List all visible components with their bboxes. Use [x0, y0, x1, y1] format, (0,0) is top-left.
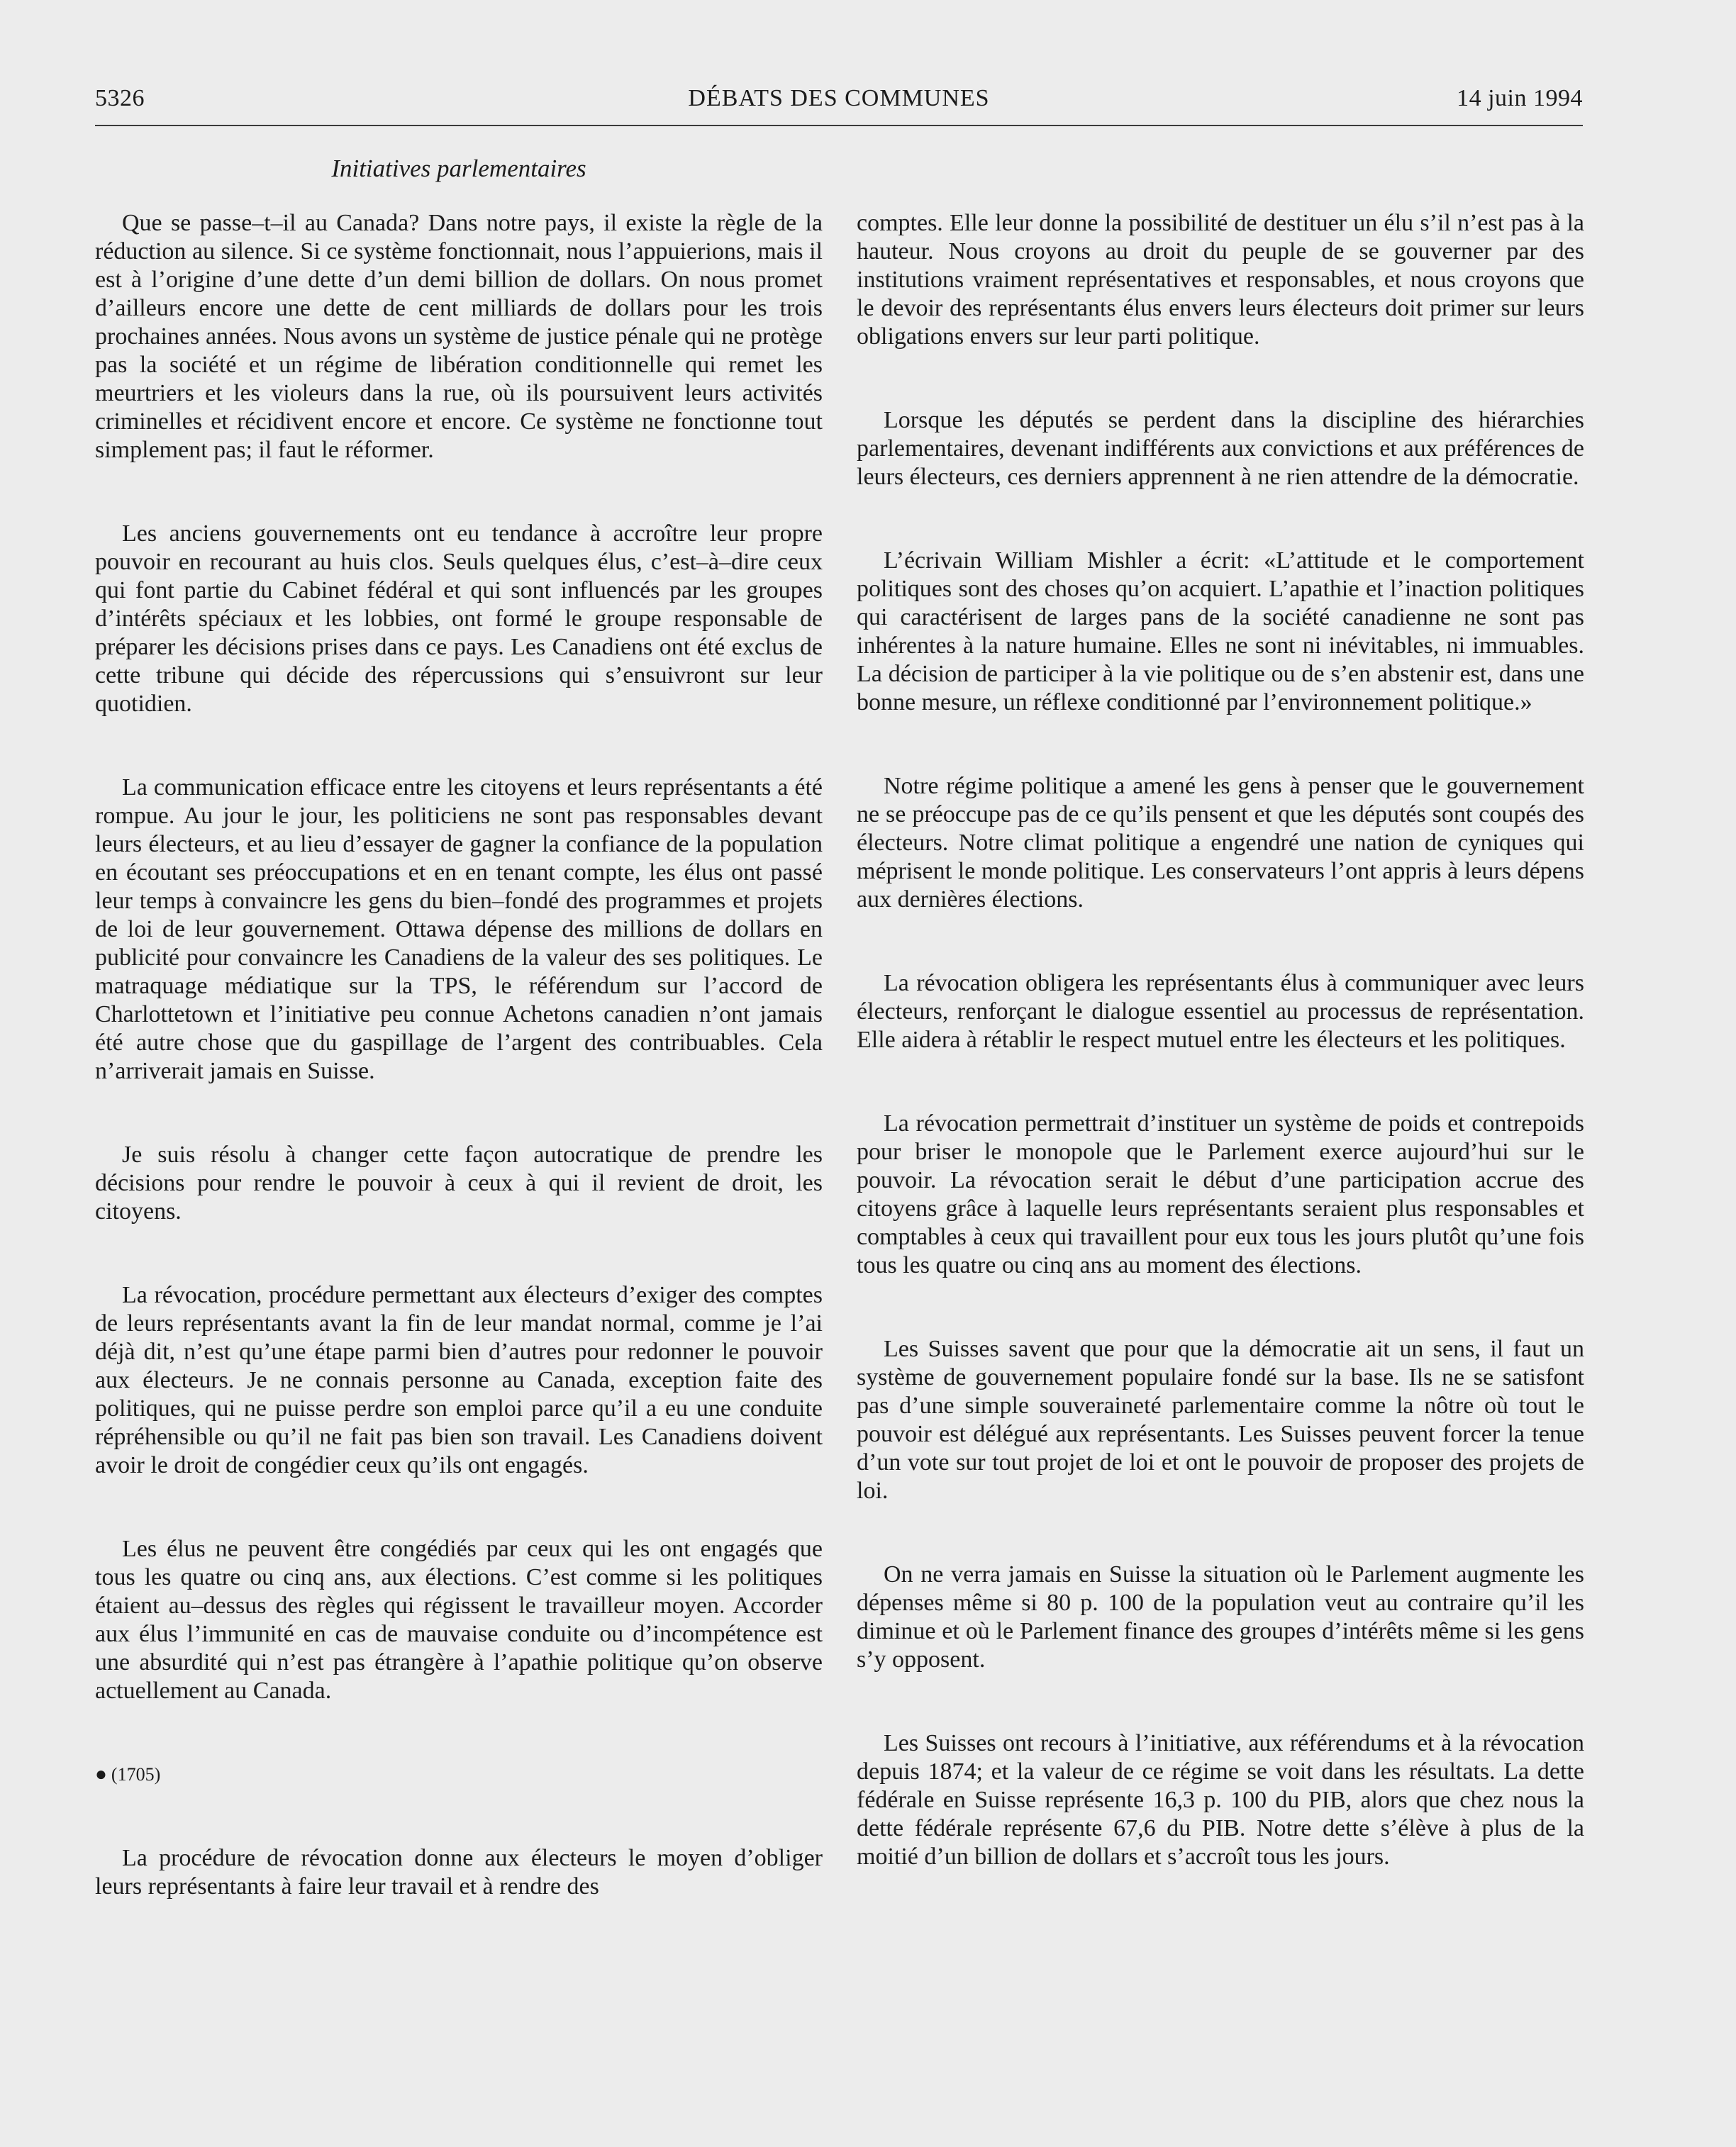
paragraph: Les élus ne peuvent être congédiés par ceux qui les ont engagés que tous les quatre ou cinq ans, aux élections. C’est comme si les politiques étaient au–dessus des règles qui régissent le travailleur moyen. Accorder aux élus l’immunité en cas de mauvaise conduite ou d’incompétence est une absurdité qui n’est pas étrangère à l’apathie politique qu’on observe actuellement au Canada. [95, 1536, 823, 1704]
paragraph: La révocation, procédure permettant aux électeurs d’exiger des comptes de leurs représentants avant la fin de leur mandat normal, comme je l’ai déjà dit, n’est qu’une étape parmi bien d’autres pour redonner le pouvoir aux électeurs. Je ne connais personne au Canada, exception faite des politiques, qui ne puisse perdre son emploi parce qu’il a eu une conduite répréhensible ou qu’il ne fait pas bien son travail. Les Canadiens doivent avoir le droit de congédier ceux qu’ils ont engagés. [95, 1282, 823, 1478]
paragraph: La révocation obligera les représentants élus à communiquer avec leurs électeurs, renforçant le dialogue essentiel au processus de représentation. Elle aidera à rétablir le respect mutuel entre les électeurs et les politiques. [857, 970, 1584, 1053]
paragraph: comptes. Elle leur donne la possibilité de destituer un élu s’il n’est pas à la hauteur. Nous croyons au droit du peuple de se gouverner par des institutions vraiment représentatives et responsables, et nous croyons que le devoir des représentants élus envers leurs électeurs doit primer sur leurs obligations envers sur leur parti politique. [857, 210, 1584, 350]
bullet-icon: ● [95, 1763, 107, 1785]
paragraph: La communication efficace entre les citoyens et leurs représentants a été rompue. Au jour le jour, les politiciens ne sont pas responsables devant leurs électeurs, et au lieu d’essayer de gagner la confiance de la population en écoutant ses préoccupations et en en tenant compte, les élus ont passé leur temps à convaincre les gens du bien–fondé des programmes et projets de loi de leur gouvernement. Ottawa dépense des millions de dollars en publicité pour convaincre les Canadiens de la valeur des ses politiques. Le matraquage médiatique sur la TPS, le référendum sur l’accord de Charlottetown et l’initiative peu connue Achetons canadien n’ont jamais été autre chose que du gaspillage de l’argent des contribuables. Cela n’arriverait jamais en Suisse. [95, 774, 823, 1084]
left-column [95, 209, 823, 2095]
paragraph: La révocation permettrait d’instituer un système de poids et contrepoids pour briser le monopole que le Parlement exerce aujourd’hui sur le pouvoir. La révocation serait le début d’une participation accrue des citoyens grâce à laquelle leurs représentants seraient plus responsables et comptables à ceux qui travaillent pour eux tous les jours plutôt qu’une fois tous les quatre ou cinq ans au moment des élections. [857, 1110, 1584, 1278]
paragraph: L’écrivain William Mishler a écrit: «L’attitude et le comportement politiques sont des choses qu’on acquiert. L’apathie et l’inaction politiques qui caractérisent de larges pans de la société canadienne ne sont pas inhérentes à la nature humaine. Elles ne sont ni inévitables, ni immuables. La décision de participer à la vie politique ou de s’en abstenir est, dans une bonne mesure, un réflexe conditionné par l’environnement politique.» [857, 547, 1584, 715]
page-header [95, 85, 1583, 125]
paragraph: Notre régime politique a amené les gens à penser que le gouvernement ne se préoccupe pas de ce qu’ils pensent et que les députés sont coupés des électeurs. Notre climat politique a engendré une nation de cyniques qui méprisent le monde politique. Les conservateurs l’ont appris à leurs dépens aux dernières élections. [857, 773, 1584, 913]
right-column [857, 209, 1584, 2095]
journal-title: DÉBATS DES COMMUNES [688, 85, 990, 111]
paragraph: Que se passe–t–il au Canada? Dans notre pays, il existe la règle de la réduction au silence. Si ce système fonctionnait, nous l’appuierions, mais il est à l’origine d’une dette d’un demi billion de dollars. On nous promet d’ailleurs encore une dette de cent milliards de dollars pour les trois prochaines années. Nous avons un système de justice pénale qui ne protège pas la société et un régime de libération conditionnelle qui remet les meurtriers et les violeurs dans la rue, où ils poursuivent leurs activités criminelles et récidivent encore et encore. Ce système ne fonctionne tout simplement pas; il faut le réformer. [95, 210, 823, 463]
paragraph: Les anciens gouvernements ont eu tendance à accroître leur propre pouvoir en recourant au huis clos. Seuls quelques élus, c’est–à–dire ceux qui font partie du Cabinet fédéral et qui sont influencés par les groupes d’intérêts spéciaux et les lobbies, ont formé le groupe responsable de préparer les décisions prises dans ce pays. Les Canadiens ont été exclus de cette tribune qui décide des répercussions qui s’ensuivront sur leur quotidien. [95, 520, 823, 717]
page-number: 5326 [95, 85, 145, 111]
paragraph: Lorsque les députés se perdent dans la discipline des hiérarchies parlementaires, devenant indifférents aux convictions et aux préférences de leurs électeurs, ces derniers apprennent à ne rien attendre de la démocratie. [857, 407, 1584, 490]
paragraph: Les Suisses savent que pour que la démocratie ait un sens, il faut un système de gouvernement populaire fondé sur la base. Ils ne se satisfont pas d’une simple souveraineté parlementaire comme la nôtre où tout le pouvoir est délégué aux représentants. Les Suisses peuvent forcer la tenue d’un vote sur tout projet de loi et ont le pouvoir de proposer des projets de loi. [857, 1336, 1584, 1504]
paragraph: La procédure de révocation donne aux électeurs le moyen d’obliger leurs représentants à faire leur travail et à rendre des [95, 1845, 823, 1900]
header-date: 14 juin 1994 [1457, 85, 1583, 111]
paragraph: Je suis résolu à changer cette façon autocratique de prendre les décisions pour rendre le pouvoir à ceux à qui il revient de droit, les citoyens. [95, 1142, 823, 1225]
paragraph: Les Suisses ont recours à l’initiative, aux référendums et à la révocation depuis 1874; et la valeur de ce régime se voit dans les résultats. La dette fédérale en Suisse représente 16,3 p. 100 du PIB, alors que chez nous la dette fédérale représente 67,6 du PIB. Notre dette s’élève à plus de la moitié d’un billion de dollars et s’accroît tous les jours. [857, 1730, 1584, 1870]
header-rule [95, 125, 1583, 126]
paragraph: On ne verra jamais en Suisse la situation où le Parlement augmente les dépenses même si 80 p. 100 de la population veut au contraire qu’il les diminue et où le Parlement finance des groupes d’intérêts même si les gens s’y opposent. [857, 1561, 1584, 1673]
section-title: Initiatives parlementaires [331, 155, 586, 182]
timestamp [95, 1761, 823, 1789]
timestamp-label: (1705) [111, 1764, 161, 1785]
